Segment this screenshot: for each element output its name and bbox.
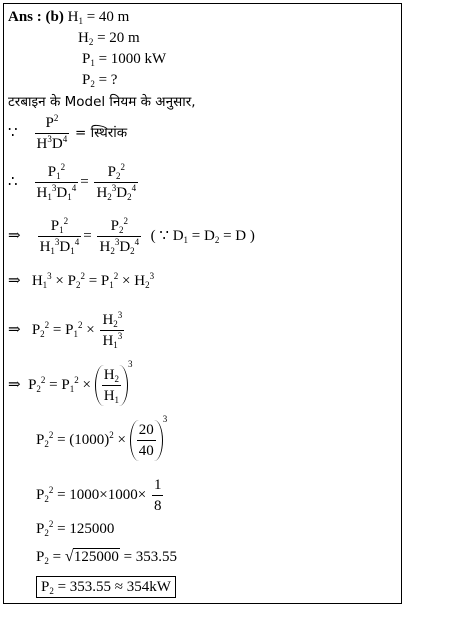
step-implies-3: ⇒ $P_2^2 = P_1^2$ × $\frac{H_2^3}{H_1^3}$: [8, 310, 123, 350]
step-square-value: $P_2^2 = 125000$: [36, 519, 115, 538]
final-result: = 353.55 ≈ 354kW: [53, 579, 171, 595]
model-law-statement: टरबाइन के Model नियम के अनुसार,: [8, 94, 196, 110]
square-value: 125000: [69, 521, 115, 537]
final-symbol: P: [41, 579, 50, 595]
step-root: $P_2$ = √ 125000 = 353.55: [36, 548, 178, 566]
given-h2: $H_2 = 20$ m: [78, 30, 140, 47]
answer-label: Ans : (b) $H_1 = 40$ m: [8, 9, 130, 26]
constant-word: = स्थिरांक: [74, 124, 128, 141]
therefore-symbol: ∴: [8, 173, 18, 190]
answer-option: Ans : (b): [8, 9, 64, 25]
step-implies-1: ⇒ $\frac{P_1^2}{H_1^3D_1^4}$ = $\frac{P_2^2}{H_2^3D_2^4}$ ( ∵ $D_1 = D_2 = D$ ): [8, 216, 255, 256]
given-p1: $P_1 = 1000$ kW: [82, 51, 167, 68]
step-simplify: $P_2^2 = 1000\times 1000\times$ $\frac{1}{8}$: [36, 477, 162, 514]
step-constant: ∵ $\frac{P^2}{H^3D^4}$ = स्थिरांक: [8, 113, 128, 152]
implies-symbol: ⇒: [8, 227, 21, 244]
step-therefore: ∴ $\frac{P_1^2}{H_1^3D_1^4}$ = $\frac{P_2^2}{H_2^3D_2^4}$: [8, 162, 137, 202]
final-answer: $P_2 = 353.55 \approx 354kW$: [36, 576, 176, 598]
given-p2: $P_2$ = ?: [82, 72, 118, 89]
step-implies-4: ⇒ $P_2^2 = P_1^2$ × $\frac{H_2}{H_1}$ $^3$: [8, 358, 133, 405]
step-implies-2: ⇒ $H_1^3 \times P_2^2 = P_1^2 \times H_2^3$: [8, 271, 155, 290]
step-substitute: $P_2^2 = (1000)^2$ × $\frac{20}{40}$ $^3$: [36, 413, 168, 459]
since-symbol: ∵: [8, 124, 18, 141]
root-argument: 125000: [73, 549, 119, 565]
since-note: ( ∵ D: [150, 227, 184, 244]
root-value: = 353.55: [119, 549, 178, 565]
